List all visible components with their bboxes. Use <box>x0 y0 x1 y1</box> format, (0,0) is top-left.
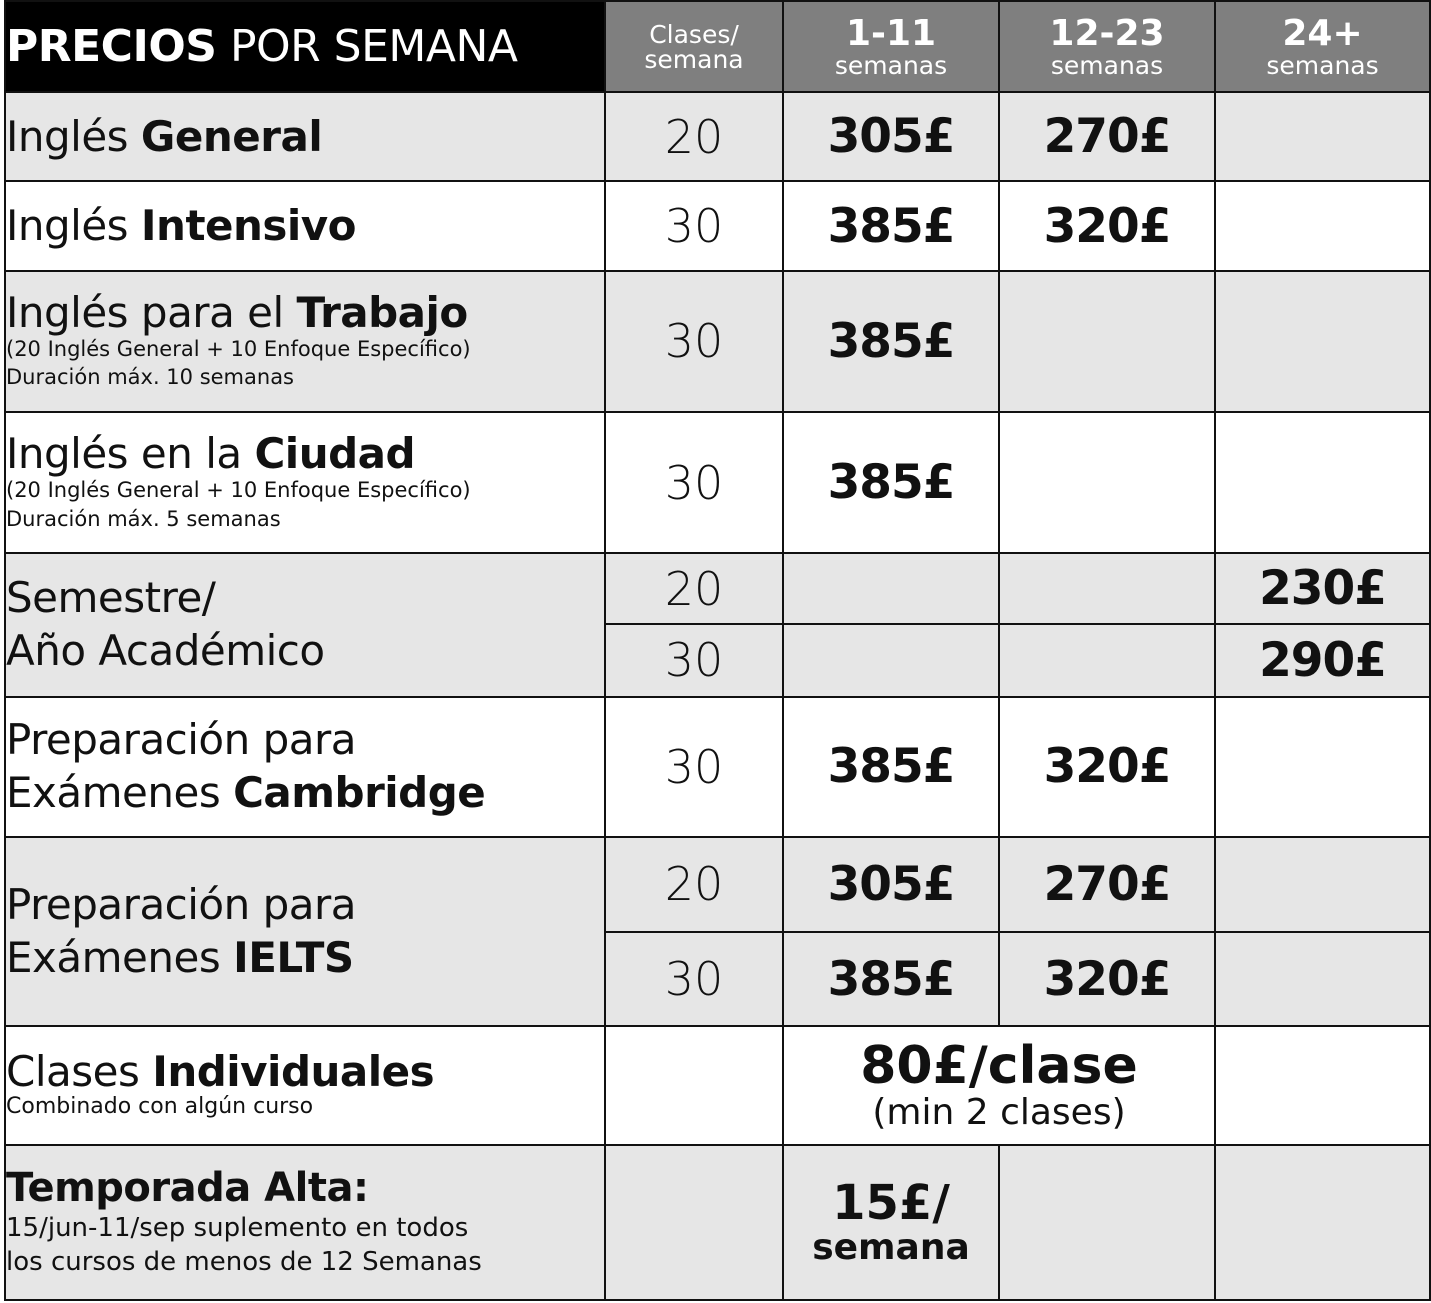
course-name-cell <box>5 1026 605 1144</box>
price-24-plus <box>1215 1026 1430 1144</box>
course-title-line1: Preparación para <box>6 715 357 765</box>
temporada-price-cell <box>783 1145 999 1300</box>
course-title-light: Clases <box>6 1047 153 1097</box>
course-title <box>6 429 604 479</box>
course-name-cell <box>5 1145 605 1300</box>
title-bold: PRECIOS <box>6 21 217 73</box>
price-table <box>4 0 1431 1301</box>
price-24-plus <box>1215 837 1430 932</box>
col-header-clases-line1: Clases/ <box>649 19 739 49</box>
price-24-plus: 290£ <box>1215 624 1430 696</box>
course-detail: (20 Inglés General + 10 Enfoque Específico) <box>6 336 471 361</box>
price-24-plus: 230£ <box>1215 553 1430 624</box>
course-title-bold: Trabajo <box>296 287 468 337</box>
table-row-semestre-20 <box>5 553 1430 624</box>
clases-cell: 30 <box>605 624 783 696</box>
col-header-unit: semanas <box>1266 50 1379 80</box>
price-24-plus <box>1215 697 1430 837</box>
course-name-cell <box>5 412 605 553</box>
col-header-24-plus <box>1215 1 1430 92</box>
table-row-intensivo <box>5 181 1430 270</box>
price-1-11: 305£ <box>783 837 999 932</box>
course-detail: Combinado con algún curso <box>6 1094 314 1120</box>
individual-price-cell <box>783 1026 1215 1144</box>
price-1-11: 305£ <box>783 92 999 181</box>
clases-cell <box>605 1145 783 1300</box>
price-12-23 <box>999 271 1215 412</box>
course-title-line1: Semestre/ <box>6 573 216 623</box>
price-12-23 <box>999 624 1215 696</box>
price-12-23: 270£ <box>999 92 1215 181</box>
col-header-unit: semanas <box>834 50 948 80</box>
col-header-12-23 <box>999 1 1215 92</box>
course-title <box>6 200 604 250</box>
price-24-plus <box>1215 932 1430 1026</box>
table-header-row <box>5 1 1430 92</box>
price-12-23: 320£ <box>999 697 1215 837</box>
clases-cell: 20 <box>605 837 783 932</box>
course-title-bold: Intensivo <box>140 200 357 250</box>
table-row-cambridge <box>5 697 1430 837</box>
temporada-desc-line2: los cursos de menos de 12 Semanas <box>6 1247 482 1278</box>
course-name-cell <box>5 837 605 1026</box>
course-title-light: Exámenes <box>6 767 234 817</box>
col-header-range: 1-11 <box>845 12 937 54</box>
course-title-bold: Cambridge <box>233 767 486 817</box>
price-1-11 <box>783 553 999 624</box>
col-header-clases <box>605 1 783 92</box>
table-row-general <box>5 92 1430 181</box>
course-name-cell <box>5 553 605 696</box>
course-name-cell <box>5 271 605 412</box>
price-12-23 <box>999 1145 1215 1300</box>
course-title-bold: Individuales <box>152 1047 435 1097</box>
table-row-temporada-alta <box>5 1145 1430 1300</box>
individual-min: (min 2 clases) <box>872 1091 1126 1133</box>
course-title-light: Inglés <box>6 111 141 161</box>
course-duration: Duración máx. 5 semanas <box>6 506 281 531</box>
individual-price: 80£/clase <box>860 1036 1138 1097</box>
col-header-range: 12-23 <box>1049 12 1165 54</box>
course-title-bold: Ciudad <box>254 429 416 479</box>
course-name-cell <box>5 181 605 270</box>
col-header-clases-line2: semana <box>644 44 744 74</box>
table-row-individuales <box>5 1026 1430 1144</box>
price-12-23: 320£ <box>999 181 1215 270</box>
clases-cell: 30 <box>605 412 783 553</box>
course-title-line2 <box>6 767 604 820</box>
price-24-plus <box>1215 271 1430 412</box>
course-name-cell <box>5 92 605 181</box>
course-title-line2: Año Académico <box>6 625 325 675</box>
course-title-light: Exámenes <box>6 932 234 982</box>
clases-cell: 20 <box>605 553 783 624</box>
course-title-bold: General <box>140 111 323 161</box>
table-row-ielts-20 <box>5 837 1430 932</box>
temporada-price-unit: semana <box>812 1226 970 1268</box>
course-title-bold: IELTS <box>233 932 354 982</box>
price-24-plus <box>1215 1145 1430 1300</box>
price-1-11: 385£ <box>783 181 999 270</box>
temporada-title: Temporada Alta: <box>6 1165 369 1212</box>
course-title <box>6 287 604 337</box>
price-12-23 <box>999 553 1215 624</box>
course-title <box>6 1047 604 1097</box>
price-12-23: 270£ <box>999 837 1215 932</box>
col-header-1-11 <box>783 1 999 92</box>
price-12-23: 320£ <box>999 932 1215 1026</box>
price-12-23 <box>999 412 1215 553</box>
clases-cell <box>605 1026 783 1144</box>
table-title <box>5 1 605 92</box>
title-rest: POR SEMANA <box>229 21 518 73</box>
table-row-trabajo <box>5 271 1430 412</box>
col-header-range: 24+ <box>1282 12 1363 54</box>
price-1-11: 385£ <box>783 271 999 412</box>
col-header-unit: semanas <box>1050 50 1164 80</box>
price-1-11: 385£ <box>783 697 999 837</box>
course-title-light: Inglés <box>6 200 141 250</box>
course-detail: (20 Inglés General + 10 Enfoque Específico) <box>6 478 471 503</box>
temporada-desc-line1: 15/jun-11/sep suplemento en todos <box>6 1213 469 1244</box>
price-24-plus <box>1215 92 1430 181</box>
price-1-11: 385£ <box>783 932 999 1026</box>
price-1-11: 385£ <box>783 412 999 553</box>
clases-cell: 30 <box>605 181 783 270</box>
table-row-ciudad <box>5 412 1430 553</box>
course-title-light: Inglés para el <box>6 287 297 337</box>
price-24-plus <box>1215 181 1430 270</box>
clases-cell: 30 <box>605 697 783 837</box>
course-title <box>6 111 604 161</box>
price-1-11 <box>783 624 999 696</box>
course-title-light: Inglés en la <box>6 429 255 479</box>
course-duration: Duración máx. 10 semanas <box>6 365 295 390</box>
clases-cell: 30 <box>605 271 783 412</box>
course-title-line1: Preparación para <box>6 880 357 930</box>
course-name-cell <box>5 697 605 837</box>
price-24-plus <box>1215 412 1430 553</box>
temporada-price: 15£/ <box>832 1175 950 1232</box>
clases-cell: 30 <box>605 932 783 1026</box>
course-title-line2 <box>6 932 604 985</box>
clases-cell: 20 <box>605 92 783 181</box>
